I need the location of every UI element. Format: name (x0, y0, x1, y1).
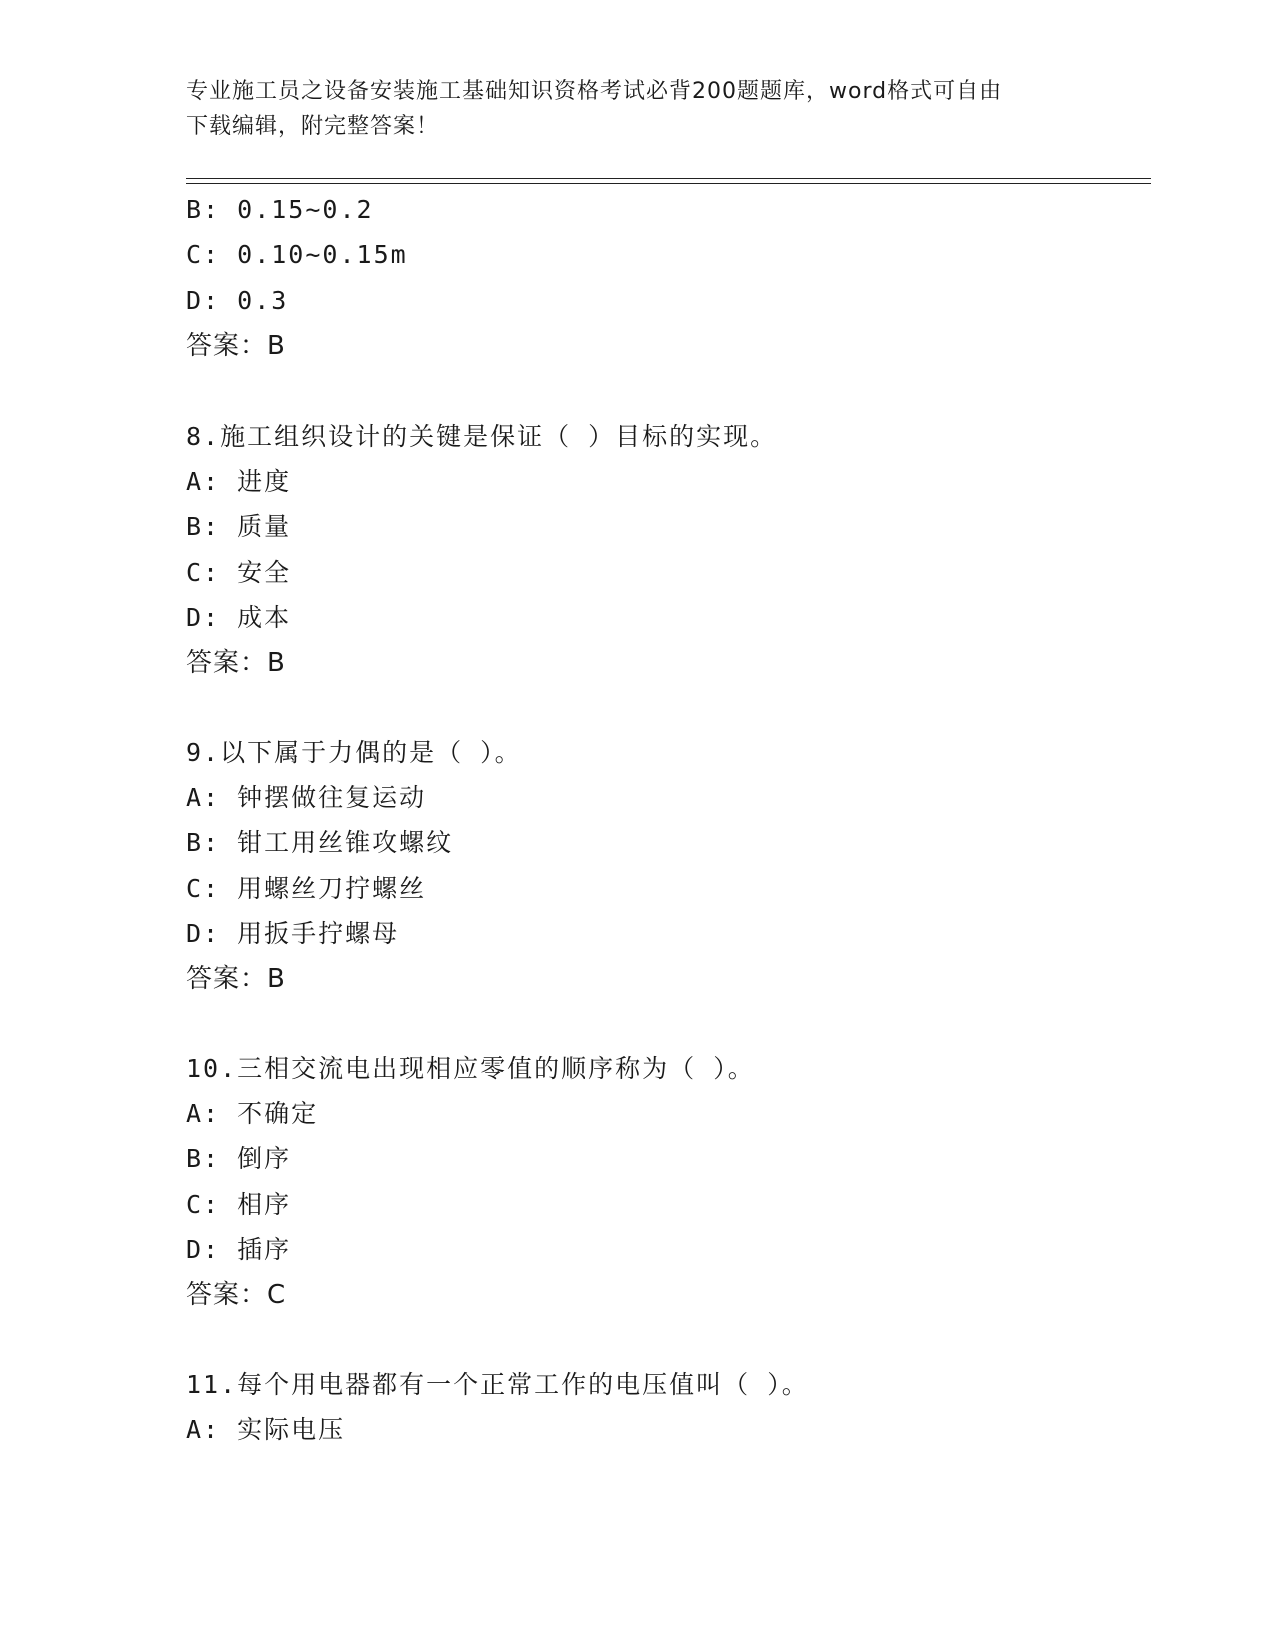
prev-option-c: C: 0.10~0.15m (186, 240, 408, 269)
question-10-stem: 10.三相交流电出现相应零值的顺序称为（ ）。 (186, 1054, 755, 1083)
question-9-option-c: C: 用螺丝刀拧螺丝 (186, 874, 427, 903)
question-9-answer: 答案：B (186, 964, 286, 994)
question-9-option-d: D: 用扳手拧螺母 (186, 919, 400, 948)
question-8-option-c: C: 安全 (186, 558, 292, 587)
question-10-option-a: A: 不确定 (186, 1099, 319, 1128)
question-9-option-a: A: 钟摆做往复运动 (186, 783, 427, 812)
question-8-option-d: D: 成本 (186, 603, 292, 632)
header-divider-bottom (186, 183, 1151, 184)
question-10-option-d: D: 插序 (186, 1235, 292, 1264)
question-8-answer: 答案：B (186, 648, 286, 678)
question-8-stem: 8.施工组织设计的关键是保证（ ）目标的实现。 (186, 422, 778, 451)
question-8-option-b: B: 质量 (186, 512, 292, 541)
prev-answer: 答案：B (186, 331, 286, 361)
question-9-option-b: B: 钳工用丝锥攻螺纹 (186, 828, 454, 857)
header-line-1: 专业施工员之设备安装施工基础知识资格考试必背200题题库，word格式可自由 (186, 79, 1003, 104)
question-11-option-a: A: 实际电压 (186, 1415, 346, 1444)
question-11-stem: 11.每个用电器都有一个正常工作的电压值叫（ ）。 (186, 1370, 809, 1399)
prev-option-b: B: 0.15~0.2 (186, 195, 374, 224)
header-divider-top (186, 178, 1151, 179)
question-10-answer: 答案：C (186, 1280, 287, 1310)
header-line-2: 下载编辑，附完整答案！ (186, 114, 440, 139)
document-header (186, 74, 1086, 144)
question-9-stem: 9.以下属于力偶的是（ ）。 (186, 738, 522, 767)
question-10-option-b: B: 倒序 (186, 1144, 292, 1173)
prev-option-d: D: 0.3 (186, 286, 289, 315)
question-10-option-c: C: 相序 (186, 1190, 292, 1219)
question-8-option-a: A: 进度 (186, 467, 292, 496)
